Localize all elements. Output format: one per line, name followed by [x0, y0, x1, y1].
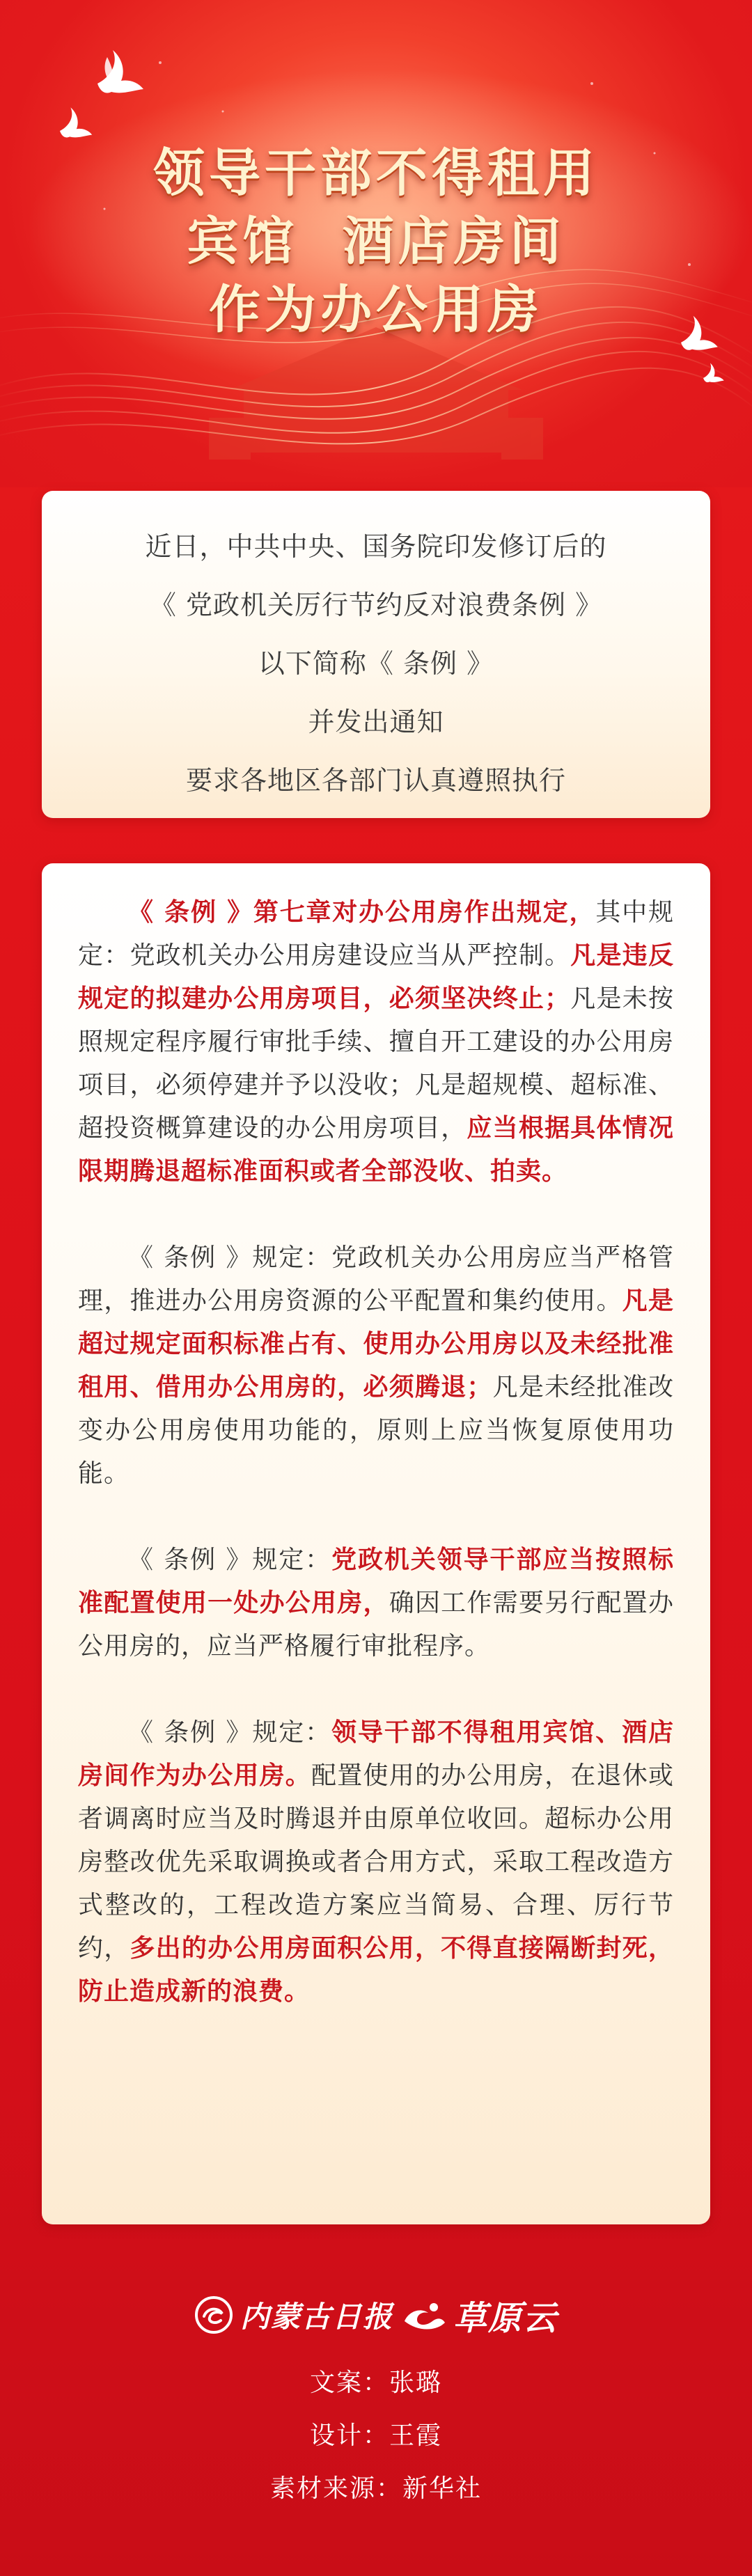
- text-run: 《 条例 》第七章对办公用房作出规定，: [128, 898, 596, 927]
- regulation-card: [42, 863, 710, 2224]
- intro-card: [42, 491, 710, 818]
- text-run: 配置使用的办公用房，在退休或者调离时应当及时腾退并由原单位收回。超标办公用房整改优先采取调换或者合用方式，采取工程改造方式整改的，工程改造方案应当简易、合理、厉行节约，: [78, 1761, 674, 1963]
- text-run: 党政机关领导干部应当按照标准配置使用一处办公用房，: [78, 1546, 674, 1617]
- intro-line: 要求各地区各部门认真遵照执行: [185, 765, 566, 796]
- header-banner: [0, 0, 752, 487]
- nmg-daily-logo-icon: [194, 2295, 233, 2334]
- text-run: 多出的办公用房面积公用，不得直接隔断封死，防止造成新的浪费。: [78, 1934, 674, 2006]
- caoyuanyun-logo-text: 草原云: [453, 2298, 558, 2338]
- credits: [0, 2357, 752, 2515]
- nmg-daily-logo: [194, 2294, 393, 2336]
- intro-line: 近日，中共中央、国务院印发修订后的: [145, 531, 607, 562]
- caoyuanyun-logo: [402, 2291, 558, 2339]
- text-run: 确因工作需要另行配置办公用房的，应当严格履行审批程序。: [78, 1589, 674, 1660]
- intro-line: 《 党政机关厉行节约反对浪费条例 》: [149, 590, 603, 620]
- intro-line: 并发出通知: [308, 707, 444, 737]
- text-run: 《 条例 》规定：: [128, 1718, 332, 1747]
- regulation-paragraph: [78, 1539, 674, 1668]
- nmg-daily-logo-text: 内蒙古日报: [240, 2300, 393, 2334]
- text-run: 《 条例 》规定：党政机关办公用房应当严格管理，推进办公用房资源的公平配置和集约使用。: [78, 1243, 674, 1315]
- text-run: 领导干部不得租用宾馆、酒店房间作为办公用房。: [78, 1718, 674, 1790]
- regulation-paragraph: [78, 1236, 674, 1495]
- text-run: 其中规定：党政机关办公用房建设应当从严控制。: [78, 898, 674, 970]
- title-line: 作为办公用房: [209, 280, 543, 340]
- footer-logos: [0, 2287, 752, 2343]
- text-run: 应当根据具体情况限期腾退超标准面积或者全部没收、拍卖。: [78, 1114, 674, 1186]
- regulation-paragraph: [78, 891, 674, 1193]
- text-run: 凡是未按照规定程序履行审批手续、擅自开工建设的办公用房项目，必须停建并予以没收；凡是超规模、超标准、超投资概算建设的办公用房项目，: [78, 984, 674, 1142]
- regulation-paragraph: [78, 1711, 674, 2013]
- page-title: [0, 139, 752, 344]
- dove-icon: [60, 107, 92, 137]
- text-run: 凡是超过规定面积标准占有、使用办公用房以及未经批准租用、借用办公用房的，必须腾退；: [78, 1287, 674, 1401]
- title-line: 领导干部不得租用: [153, 143, 599, 203]
- text-run: 凡是未经批准改变办公用房使用功能的，原则上应当恢复原使用功能。: [78, 1373, 674, 1488]
- text-run: 凡是违反规定的拟建办公用房项目，必须坚决终止；: [78, 941, 674, 1013]
- title-line: 宾馆 酒店房间: [187, 212, 565, 272]
- text-run: 《 条例 》规定：: [128, 1546, 332, 1574]
- credit-copywriter: 文案：张璐: [309, 2369, 442, 2397]
- credit-source: 素材来源：新华社: [269, 2474, 482, 2503]
- intro-line: 以下简称《 条例 》: [258, 648, 494, 679]
- caoyuanyun-logo-icon: [402, 2298, 446, 2332]
- credit-designer: 设计：王霞: [309, 2421, 442, 2450]
- dove-icon: [97, 50, 143, 93]
